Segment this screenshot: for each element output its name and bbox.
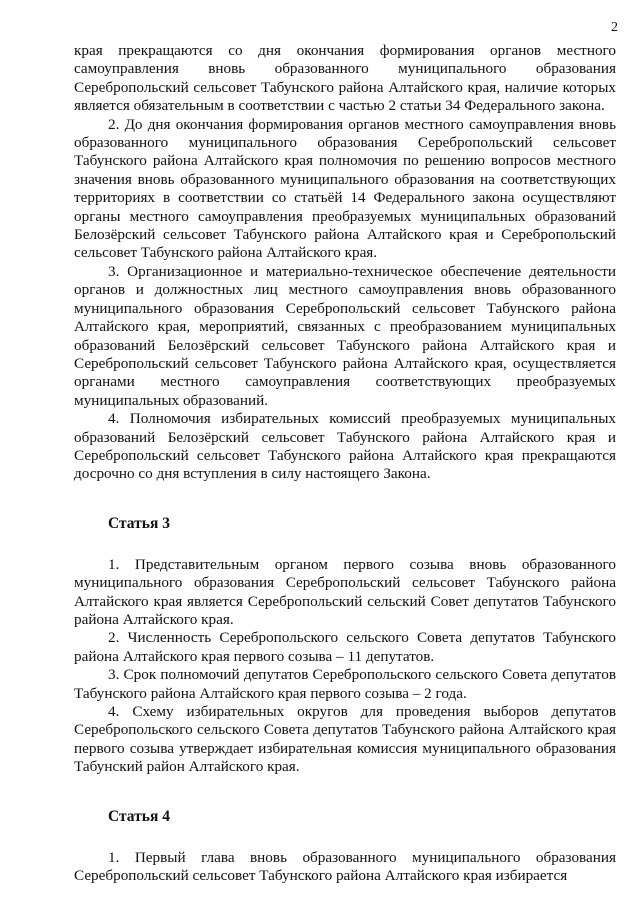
page-number: 2 — [611, 20, 618, 35]
article-3-paragraph-3: 3. Срок полномочий депутатов Серебропольского сельского Совета депутатов Табунского района Алтайского края первого созыва – 2 года. — [74, 666, 616, 702]
document-body — [74, 42, 616, 885]
article-3-paragraph-4: 4. Схему избирательных округов для проведения выборов депутатов Серебропольского сельского Совета депутатов Табунского района Алтайского края первого созыва утверждает избирательная комиссия муниципального образования Табунский район Алтайского края. — [74, 703, 616, 776]
paragraph-2-4: 4. Полномочия избирательных комиссий преобразуемых муниципальных образований Белозёрский сельсовет Табунского района Алтайского края и Серебропольский сельсовет Табунского района Алтайского края прекращаются досрочно со дня вступления в силу настоящего Закона. — [74, 410, 616, 483]
paragraph-2-3: 3. Организационное и материально-техническое обеспечение деятельности органов и должностных лиц местного самоуправления вновь образованного муниципального образования Серебропольский сельсовет Табунского района Алтайского края, мероприятий, связанных с преобразованием муниципальных образований Белозёрский сельсовет Табунского района Алтайского края и Серебропольский сельсовет Табунского района Алтайского края, осуществляется органами местного самоуправления соответствующих преобразуемых муниципальных образований. — [74, 262, 616, 409]
article-4-heading: Статья 4 — [108, 807, 170, 825]
paragraph-2-2: 2. До дня окончания формирования органов местного самоуправления вновь образованного муниципального образования Серебропольский сельсовет Табунского района Алтайского края полномочия по решению вопросов местного значения вновь образованного муниципального образования на соответствующих территориях в соответствии со статьёй 14 Федерального закона осуществляют органы местного самоуправления преобразуемых муниципальных образований Белозёрский сельсовет Табунского района Алтайского края и Серебропольский сельсовет Табунского района Алтайского края. — [74, 115, 616, 262]
article-3-paragraph-2: 2. Численность Серебропольского сельского Совета депутатов Табунского района Алтайского края первого созыва – 11 депутатов. — [74, 629, 616, 665]
article-4-paragraph-1: 1. Первый глава вновь образованного муниципального образования Серебропольский сельсовет Табунского района Алтайского края избирается — [74, 848, 616, 885]
article-3-heading: Статья 3 — [108, 514, 170, 532]
paragraph-continuation: края прекращаются со дня окончания формирования органов местного самоуправления вновь образованного муниципального образования Серебропольский сельсовет Табунского района Алтайского края, наличие которых является обязательным в соответствии с частью 2 статьи 34 Федерального закона. — [74, 42, 616, 115]
article-3-paragraph-1: 1. Представительным органом первого созыва вновь образованного муниципального образования Серебропольский сельсовет Табунского района Алтайского края является Серебропольский сельский Совет депутатов Табунского района Алтайского края. — [74, 555, 616, 628]
